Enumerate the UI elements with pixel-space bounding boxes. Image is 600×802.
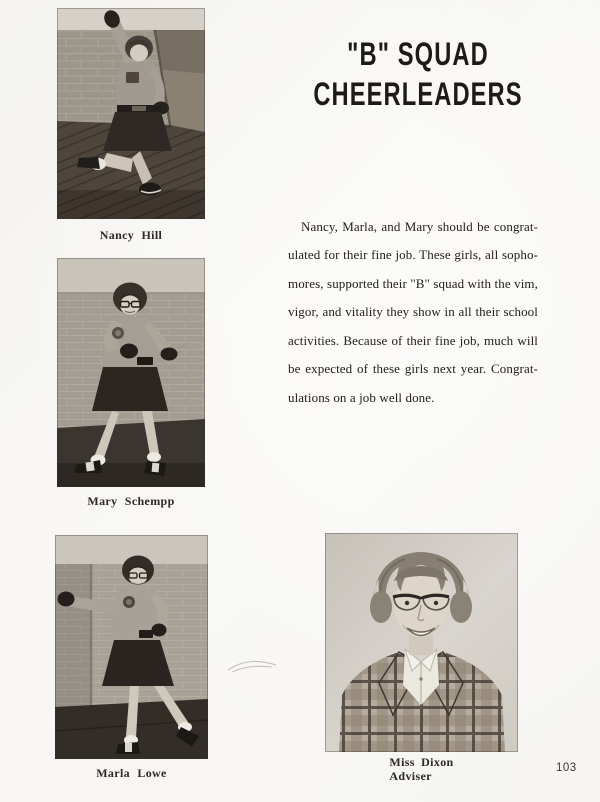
caption-mary-schempp: Mary Schempp (87, 494, 175, 508)
photo-miss-dixon (325, 533, 518, 752)
page-title-line1: "B" SQUAD (347, 36, 489, 72)
photo-mary-schempp (57, 258, 205, 487)
photo-marla-lowe (55, 535, 208, 759)
page-title (268, 33, 568, 113)
paragraph-line: ulations on a job well done. (288, 389, 435, 405)
photo-mary-schempp-image (57, 258, 205, 487)
paragraph-line: Nancy, Marla, and Mary should be congrat- (301, 219, 538, 234)
photo-miss-dixon-image (325, 533, 518, 752)
caption-miss-dixon-name: Miss Dixon (389, 755, 454, 769)
caption-miss-dixon-role: Adviser (389, 768, 432, 783)
photo-marla-lowe-image (55, 535, 208, 759)
photo-nancy-hill-image (57, 8, 205, 219)
paragraph-line: be expected of these girls next year. Congrat- (288, 361, 538, 377)
pencil-scan-mark (222, 650, 292, 685)
photo-nancy-hill (57, 8, 205, 219)
paragraph-line: mores, supported their "B" squad with the vim, (288, 275, 538, 291)
paragraph-line: activities. Because of their fine job, much will (288, 332, 538, 348)
paragraph-line: vigor, and vitality they show in all their school (288, 304, 538, 320)
paragraph-line: ulated for their fine job. These girls, all sopho- (288, 247, 538, 263)
caption-nancy-hill: Nancy Hill (99, 228, 163, 242)
page-title-line2: CHEERLEADERS (313, 76, 523, 112)
body-paragraph (288, 213, 538, 412)
caption-marla-lowe: Marla Lowe (96, 766, 167, 780)
page-number: 103 (556, 762, 577, 774)
caption-miss-dixon (325, 756, 518, 785)
